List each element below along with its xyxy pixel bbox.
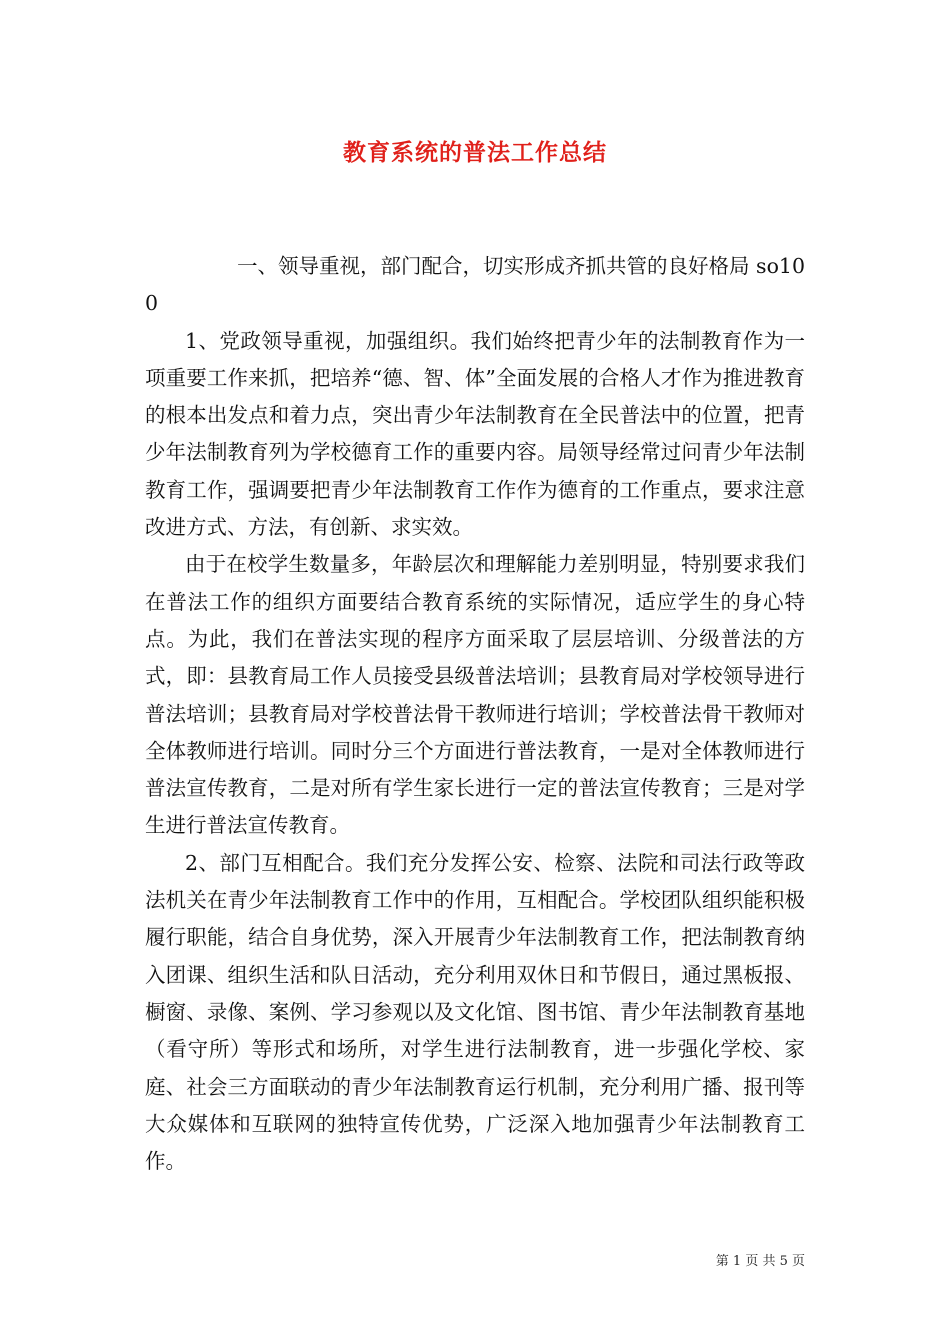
paragraph-3: 2、部门互相配合。我们充分发挥公安、检察、法院和司法行政等政法机关在青少年法制教育工作中的作用，互相配合。学校团队组织能积极履行职能，结合自身优势，深入开展青少年法制教育工作，把法制教育纳入团课、组织生活和队日活动，充分利用双休日和节假日，通过黑板报、橱窗、录像、案例、学习参观以及文化馆、图书馆、青少年法制教育基地（看守所）等形式和场所，对学生进行法制教育，进一步强化学校、家庭、社会三方面联动的青少年法制教育运行机制，充分利用广播、报刊等大众媒体和互联网的独特宣传优势，广泛深入地加强青少年法制教育工作。: [145, 850, 805, 1174]
paragraph-1: 1、党政领导重视，加强组织。我们始终把青少年的法制教育作为一项重要工作来抓，把培养“德、智、体”全面发展的合格人才作为推进教育的根本出发点和着力点，突出青少年法制教育在全民普法中的位置，把青少年法制教育列为学校德育工作的重要内容。局领导经常过问青少年法制教育工作，强调要把青少年法制教育工作作为德育的工作重点，要求注意改进方式、方法，有创新、求实效。: [145, 328, 805, 540]
page-footer: 第 1 页 共 5 页: [715, 1254, 805, 1269]
paragraph-2: 由于在校学生数量多，年龄层次和理解能力差别明显，特别要求我们在普法工作的组织方面要结合教育系统的实际情况，适应学生的身心特点。为此，我们在普法实现的程序方面采取了层层培训、分级普法的方式，即：县教育局工作人员接受县级普法培训；县教育局对学校领导进行普法培训；县教育局对学校普法骨干教师进行培训；学校普法骨干教师对全体教师进行培训。同时分三个方面进行普法教育，一是对全体教师进行普法宣传教育，二是对所有学生家长进行一定的普法宣传教育；三是对学生进行普法宣传教育。: [145, 552, 805, 838]
document-body: [145, 248, 805, 1180]
section-heading: 一、领导重视，部门配合，切实形成齐抓共管的良好格局 so100: [145, 254, 805, 316]
page-title: 教育系统的普法工作总结: [343, 139, 607, 166]
